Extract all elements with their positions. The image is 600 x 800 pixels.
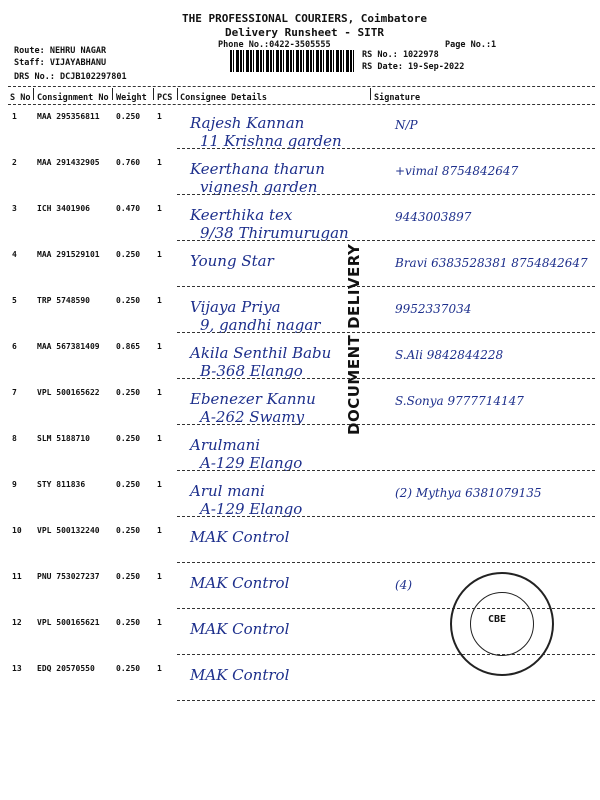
row-pcs: 1 xyxy=(157,618,162,627)
row-signature: Bravi 6383528381 8754842647 xyxy=(395,256,588,270)
row-weight: 0.865 xyxy=(116,342,141,351)
col-weight: Weight xyxy=(116,93,147,103)
row-sno: 13 xyxy=(12,664,22,673)
row-divider xyxy=(177,194,595,195)
row-divider xyxy=(177,286,595,287)
row-consignment-no: MAA 295356811 xyxy=(37,112,100,121)
row-consignee-name: MAK Control xyxy=(190,528,290,546)
row-consignee-address: A-262 Swamy xyxy=(200,408,305,426)
row-weight: 0.250 xyxy=(116,434,141,443)
row-pcs: 1 xyxy=(157,388,162,397)
row-consignment-no: MAA 567381409 xyxy=(37,342,100,351)
row-consignee-name: Rajesh Kannan xyxy=(190,114,305,132)
col-signature: Signature xyxy=(374,93,421,103)
row-divider xyxy=(177,562,595,563)
row-pcs: 1 xyxy=(157,112,162,121)
row-consignee-name: MAK Control xyxy=(190,620,290,638)
row-pcs: 1 xyxy=(157,480,162,489)
row-consignment-no: VPL 500132240 xyxy=(37,526,100,535)
row-divider xyxy=(177,240,595,241)
staff-label: Staff: VIJAYABHANU xyxy=(14,58,107,68)
seal-center-text: CBE xyxy=(488,614,507,625)
row-consignee-address: 9/38 Thirumurugan xyxy=(200,224,349,242)
row-divider xyxy=(177,148,595,149)
row-consignee-name: Arul mani xyxy=(190,482,265,500)
phone-number: Phone No.:0422-3505555 xyxy=(218,40,331,50)
row-signature: N/P xyxy=(395,118,418,132)
row-sno: 6 xyxy=(12,342,17,351)
row-sno: 12 xyxy=(12,618,22,627)
col-consignment: Consignment No xyxy=(37,93,109,103)
row-consignee-address: vignesh garden xyxy=(200,178,318,196)
row-weight: 0.250 xyxy=(116,664,141,673)
row-sno: 2 xyxy=(12,158,17,167)
row-consignment-no: TRP 5748590 xyxy=(37,296,90,305)
row-pcs: 1 xyxy=(157,572,162,581)
row-consignee-address: A-129 Elango xyxy=(200,454,303,472)
row-consignee-name: Vijaya Priya xyxy=(190,298,281,316)
row-consignee-name: Arulmani xyxy=(190,436,261,454)
col-sno: S No xyxy=(10,93,31,103)
row-sno: 1 xyxy=(12,112,17,121)
row-consignment-no: ICH 3401906 xyxy=(37,204,90,213)
row-divider xyxy=(177,378,595,379)
row-weight: 0.250 xyxy=(116,480,141,489)
row-weight: 0.250 xyxy=(116,618,141,627)
row-weight: 0.250 xyxy=(116,526,141,535)
row-divider xyxy=(177,424,595,425)
row-consignee-name: Ebenezer Kannu xyxy=(190,390,316,408)
row-pcs: 1 xyxy=(157,250,162,259)
row-consignee-address: B-368 Elango xyxy=(200,362,303,380)
row-consignee-address: 9, gandhi nagar xyxy=(200,316,321,334)
row-sno: 7 xyxy=(12,388,17,397)
row-signature: +vimal 8754842647 xyxy=(395,164,519,178)
row-sno: 5 xyxy=(12,296,17,305)
row-divider xyxy=(177,700,595,701)
row-weight: 0.250 xyxy=(116,112,141,121)
row-consignment-no: EDQ 20570550 xyxy=(37,664,95,673)
row-signature: (4) xyxy=(395,578,412,592)
route-label: Route: NEHRU NAGAR xyxy=(14,46,107,56)
row-pcs: 1 xyxy=(157,204,162,213)
row-consignee-name: Keerthika tex xyxy=(190,206,293,224)
row-consignment-no: MAA 291529101 xyxy=(37,250,100,259)
barcode xyxy=(230,50,355,72)
row-signature: S.Sonya 9777714147 xyxy=(395,394,524,408)
document-delivery-stamp: DOCUMENT DELIVERY xyxy=(345,243,363,435)
row-pcs: 1 xyxy=(157,296,162,305)
row-consignee-name: MAK Control xyxy=(190,666,290,684)
page-number: Page No.:1 xyxy=(445,40,497,50)
row-consignee-address: A-129 Elango xyxy=(200,500,303,518)
row-signature: 9952337034 xyxy=(395,302,472,316)
row-weight: 0.250 xyxy=(116,388,141,397)
row-weight: 0.250 xyxy=(116,250,141,259)
row-consignment-no: VPL 500165622 xyxy=(37,388,100,397)
drs-number: DRS No.: DCJB102297801 xyxy=(14,72,127,82)
row-consignment-no: SLM 5188710 xyxy=(37,434,90,443)
company-name: THE PROFESSIONAL COURIERS, Coimbatore xyxy=(182,12,428,25)
document-title: Delivery Runsheet - SITR xyxy=(225,26,384,39)
row-pcs: 1 xyxy=(157,526,162,535)
row-pcs: 1 xyxy=(157,158,162,167)
row-consignee-name: Young Star xyxy=(190,252,274,270)
row-consignment-no: VPL 500165621 xyxy=(37,618,100,627)
row-sno: 10 xyxy=(12,526,22,535)
row-pcs: 1 xyxy=(157,434,162,443)
row-weight: 0.250 xyxy=(116,296,141,305)
row-weight: 0.470 xyxy=(116,204,141,213)
row-consignee-name: Akila Senthil Babu xyxy=(190,344,332,362)
row-signature: (2) Mythya 6381079135 xyxy=(395,486,542,500)
row-divider xyxy=(177,332,595,333)
row-consignment-no: MAA 291432905 xyxy=(37,158,100,167)
row-consignment-no: PNU 753027237 xyxy=(37,572,100,581)
row-consignee-name: MAK Control xyxy=(190,574,290,592)
company-seal xyxy=(450,572,554,676)
col-pcs: PCS xyxy=(157,93,173,103)
rs-date: RS Date: 19-Sep-2022 xyxy=(362,62,465,72)
row-sno: 3 xyxy=(12,204,17,213)
row-weight: 0.250 xyxy=(116,572,141,581)
row-sno: 11 xyxy=(12,572,22,581)
row-signature: 9443003897 xyxy=(395,210,472,224)
row-consignment-no: STY 811836 xyxy=(37,480,86,489)
row-divider xyxy=(177,516,595,517)
row-weight: 0.760 xyxy=(116,158,141,167)
row-consignee-name: Keerthana tharun xyxy=(190,160,325,178)
row-consignee-address: 11 Krishna garden xyxy=(200,132,342,150)
row-sno: 9 xyxy=(12,480,17,489)
col-consignee: Consignee Details xyxy=(180,93,267,103)
row-signature: S.Ali 9842844228 xyxy=(395,348,504,362)
row-divider xyxy=(177,470,595,471)
row-pcs: 1 xyxy=(157,664,162,673)
row-pcs: 1 xyxy=(157,342,162,351)
row-sno: 8 xyxy=(12,434,17,443)
rs-number: RS No.: 1022978 xyxy=(362,50,439,60)
row-sno: 4 xyxy=(12,250,17,259)
